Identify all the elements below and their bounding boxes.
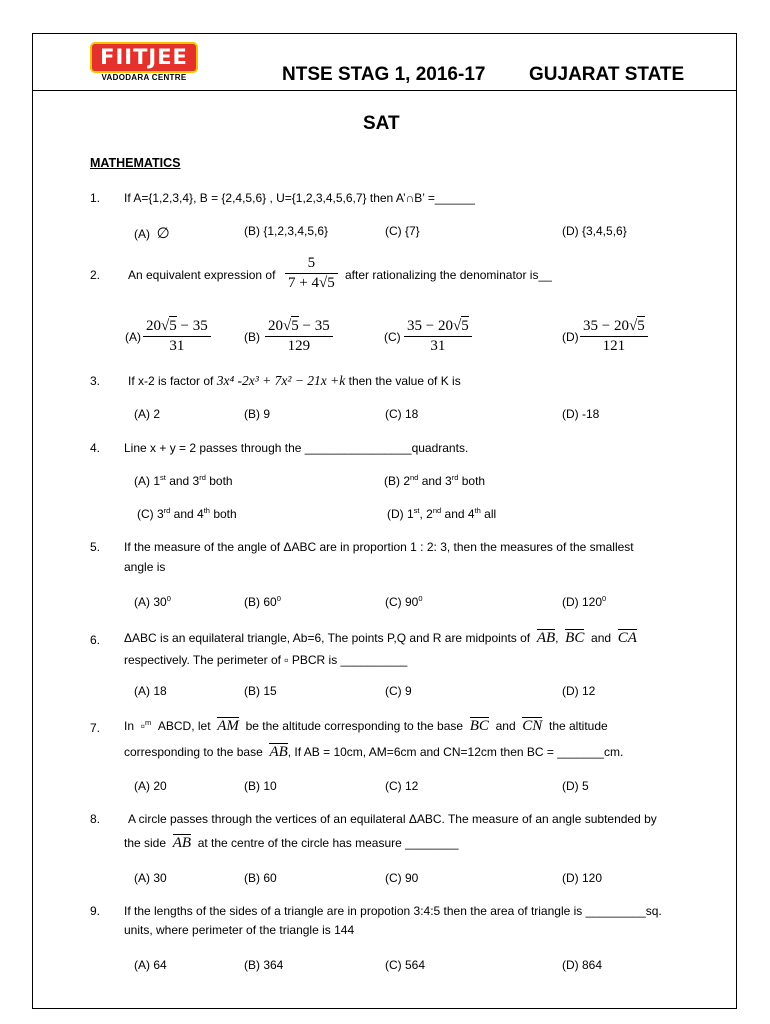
exam-title: NTSE STAG 1, 2016-17 (282, 64, 486, 85)
q1-option-c: (C) {7} (385, 224, 420, 238)
q9-line2: units, where perimeter of the triangle is 144 (124, 923, 355, 937)
q5-option-d: (D) $120^0$ (562, 594, 607, 609)
q6-number: 6. (90, 633, 101, 647)
segment-ab: AB (536, 630, 556, 646)
q2-expr-den-b: 5 (327, 275, 335, 291)
segment-bc: BC (469, 718, 489, 734)
state-title: GUJARAT STATE (529, 64, 685, 85)
q2-b-n3: − 35 (298, 318, 330, 334)
segment-am: AM (217, 718, 239, 734)
q8-option-d: (D) 120 (562, 871, 603, 885)
q2-number: 2. (90, 268, 101, 282)
q9-number: 9. (90, 904, 101, 918)
q3-number: 3. (90, 374, 101, 388)
q1-option-a (134, 224, 170, 243)
segment-ab: AB (172, 835, 192, 851)
segment-cn: CN (522, 718, 543, 734)
q7-number: 7. (90, 721, 101, 735)
logo-wordmark: FIITJEE (92, 44, 196, 71)
q9-line1: If the lengths of the sides of a triangle are in propotion 3:4:5 then the area of triangle is _________sq. (124, 904, 662, 918)
q2-d-den: 121 (602, 338, 626, 354)
q4-option-d: (D) 1st, 2nd and 4th all (387, 506, 497, 521)
q4-option-c: (C) 3rd and 4th both (137, 506, 237, 521)
q9-option-a: (A) 64 (134, 958, 167, 972)
q3-option-a: (A) 2 (134, 407, 161, 421)
q8-option-a: (A) 30 (134, 871, 167, 885)
empty-set-symbol: ∅ (156, 226, 170, 242)
q2-d-n1: 35 − 20 (583, 318, 629, 334)
q2-c-n1: 35 − 20 (407, 318, 453, 334)
q1-number: 1. (90, 191, 101, 205)
q7-line2: corresponding to the base AB, If AB = 10cm, AM=6cm and CN=12cm then BC = _______cm. (124, 744, 624, 760)
segment-ca: CA (617, 630, 637, 646)
q7-option-b: (B) 10 (244, 779, 277, 793)
q2-option-d-label: (D) (562, 330, 579, 344)
q6-option-a: (A) 18 (134, 684, 167, 698)
q2-option-a: $\frac{20√5 - 35}{31}$ (143, 318, 211, 355)
q6-option-d: (D) 12 (562, 684, 596, 698)
q5-number: 5. (90, 540, 101, 554)
q2-option-c-label: (C) (384, 330, 401, 344)
q2-text-pre: An equivalent expression of (128, 268, 276, 282)
q1-option-d: (D) {3,4,5,6} (562, 224, 627, 238)
paper-heading: SAT (363, 113, 400, 134)
q3-text (128, 373, 461, 389)
q2-d-n2: 5 (637, 318, 645, 334)
q2-text-post: after rationalizing the denominator is__ (345, 268, 552, 282)
q2-option-c: $\frac{35 - 20√5}{31}$ (404, 318, 472, 355)
q2-c-n2: 5 (461, 318, 469, 334)
q7-line1: In ▫$^m$ ABCD, let AM be the altitude corresponding to the base BC and CN the altitude (124, 718, 608, 734)
q2-a-n3: − 35 (176, 318, 208, 334)
q2-expression: $\frac{5}{7 + 4√5}$ (285, 255, 338, 292)
q3-polynomial: 3x⁴ -2x³ + 7x² − 21x +k (216, 373, 346, 388)
q3-option-c: (C) 18 (385, 407, 419, 421)
q7-option-a: (A) 20 (134, 779, 167, 793)
segment-bc: BC (565, 630, 585, 646)
q3-pre: If x-2 is factor of (128, 374, 214, 388)
q2-a-n2: 5 (169, 318, 177, 334)
q6-line1: ΔABC is an equilateral triangle, Ab=6, The points P,Q and R are midpoints of AB, BC and CA (124, 630, 637, 646)
q2-b-n2: 5 (291, 318, 299, 334)
header-divider (32, 90, 737, 91)
q2-c-den: 31 (430, 338, 446, 354)
q6-option-c: (C) 9 (385, 684, 412, 698)
q9-option-b: (B) 364 (244, 958, 284, 972)
q2-expr-den-a: 7 + 4 (288, 275, 319, 291)
q2-option-a-label: (A) (125, 330, 141, 344)
q5-line2: angle is (124, 560, 166, 574)
q2-option-b: $\frac{20√5 - 35}{129}$ (265, 318, 333, 355)
q6-line2: respectively. The perimeter of ▫ PBCR is __________ (124, 653, 408, 667)
q7-option-d: (D) 5 (562, 779, 589, 793)
q9-option-d: (D) 864 (562, 958, 603, 972)
segment-ab: AB (269, 744, 288, 760)
q3-post: then the value of K is (348, 374, 461, 388)
q2-a-den: 31 (169, 338, 185, 354)
q8-line1: A circle passes through the vertices of an equilateral ΔABC. The measure of an angle subtended by (128, 812, 657, 826)
q8-option-b: (B) 60 (244, 871, 277, 885)
q2-b-den: 129 (287, 338, 311, 354)
fiitjee-logo (88, 44, 200, 84)
q2-option-b-label: (B) (244, 330, 260, 344)
q3-option-d: (D) -18 (562, 407, 600, 421)
q1-option-b: (B) {1,2,3,4,5,6} (244, 224, 329, 238)
q8-option-c: (C) 90 (385, 871, 419, 885)
q5-option-a: (A) $30^0$ (134, 594, 171, 609)
q5-option-b: (B) $60^0$ (244, 594, 281, 609)
q3-option-b: (B) 9 (244, 407, 271, 421)
q2-expr-numerator: 5 (285, 255, 338, 274)
q2-b-n1: 20 (268, 318, 283, 334)
section-heading: MATHEMATICS (90, 156, 181, 170)
q5-line1: If the measure of the angle of ΔABC are in proportion 1 : 2: 3, then the measures of the smallest (124, 540, 634, 554)
page-border (32, 33, 737, 1009)
q4-number: 4. (90, 441, 101, 455)
parallelogram-symbol: ▫ (140, 719, 145, 733)
q4-text: Line x + y = 2 passes through the ________________quadrants. (124, 441, 469, 455)
q8-line2: the side AB at the centre of the circle has measure ________ (124, 835, 459, 851)
q7-option-c: (C) 12 (385, 779, 419, 793)
q4-option-a: (A) 1st and 3rd both (134, 473, 233, 488)
q5-option-c: (C) $90^0$ (385, 594, 423, 609)
logo-subtitle: VADODARA CENTRE (101, 73, 187, 82)
q8-number: 8. (90, 812, 101, 826)
q1-option-a-label: (A) (134, 227, 150, 241)
q1-text: If A={1,2,3,4}, B = {2,4,5,6} , U={1,2,3,4,5,6,7} then A’∩B’ =______ (124, 191, 475, 205)
q2-a-n1: 20 (146, 318, 161, 334)
q2-option-d: $\frac{35 - 20√5}{121}$ (580, 318, 648, 355)
q6-option-b: (B) 15 (244, 684, 277, 698)
q9-option-c: (C) 564 (385, 958, 426, 972)
q4-option-b: (B) 2nd and 3rd both (384, 473, 486, 488)
